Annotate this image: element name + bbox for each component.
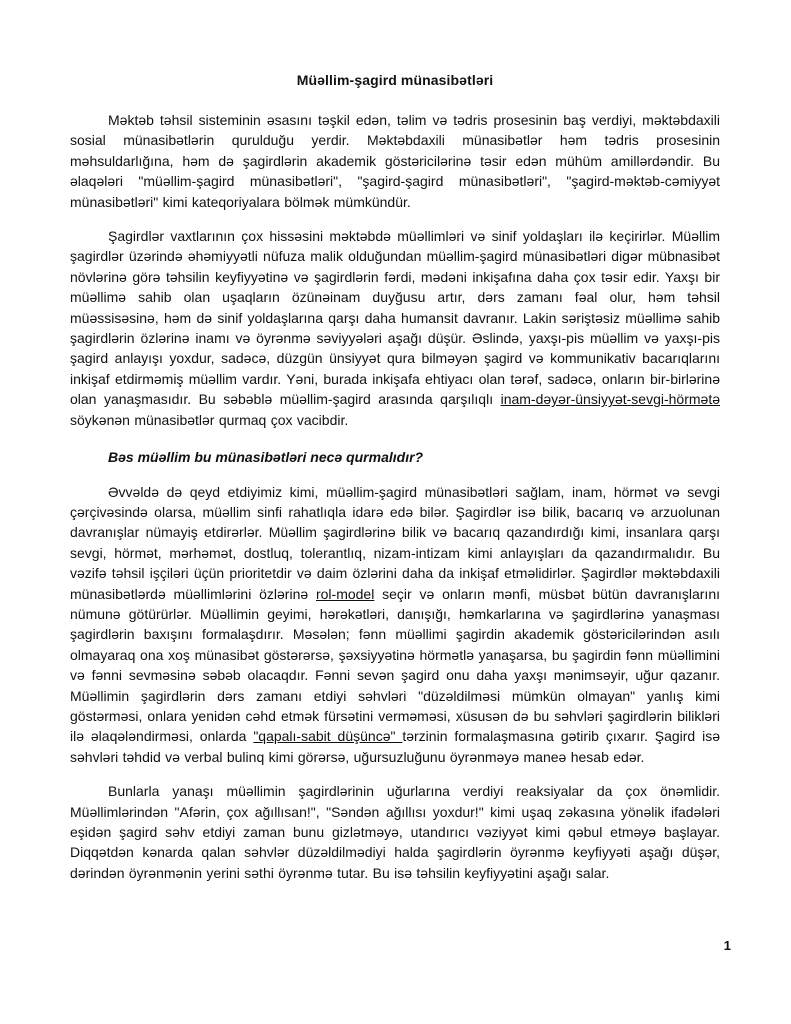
underlined-phrase-fixed-mindset: "qapalı-sabit düşüncə" — [253, 728, 403, 745]
underlined-phrase-rol-model: rol-model — [315, 585, 375, 602]
text-segment: Bunlarla yanaşı müəllimin şagirdlərinin uğurlarına verdiyi reaksiyalar da çox önəmlidir. Müəllimlərindən "Afərin, çox ağıllısan!", "Səndən ağıllısı yoxdur!" kimi uşaq zəkasına yönəlik ifadələri eşidən şagird səhv etdiyi zaman bunu gizlətməyə, utandırıcı vəziyyət kimi qəbul etməyə başlayar. Diqqətdən kənarda qalan səhvlər düzəldilmədiyi halda şagirdlərin öyrənmə keyfiyyəti aşağı düşər, dərindən öyrənmənin yerini səthi öyrənmə tutar. Bu isə təhsilin keyfiyyətini aşağı salar. — [70, 783, 720, 881]
page-number: 1 — [723, 938, 731, 953]
paragraph-reactions — [70, 781, 720, 883]
text-segment: seçir və onların mənfi, müsbət bütün davranışlarını nümunə götürürlər. Müəllimin geyimi, hərəkətləri, danışığı, həmkarlarına və şagirdlərinə yanaşması şagirdlərin baxışını formalaşdırır. Məsələn; fənn müəllimi şagirdin akademik göstəricilərindən asılı olmayaraq ona xoş münasibət göstərərsə, şəxsiyyətinə hörmətlə yanaşarsa, bu şagirdin fənn müəllimini və fənni sevməsinə səbəb olacaqdır. Fənni sevən şagird onu daha yaxşı mənimsəyir, uğur qazanır. Müəllimin şagirdlərin dərs zamanı etdiyi səhvləri "düzəldilməsi mümkün olmayan" yanlış kimi göstərməsi, onlara yenidən cəhd etmək fürsətini verməməsi, xüsusən də bu səhvləri şagirdlərin bilikləri ilə əlaqələndirməsi, onlarda — [70, 585, 720, 745]
underlined-phrase-values: inam-dəyər-ünsiyyət-sevgi-hörmətə — [500, 391, 720, 408]
page-title: Müəllim-şagird münasibətləri — [296, 72, 494, 88]
paragraph-relations — [70, 226, 720, 430]
text-segment: Əvvəldə də qeyd etdiyimiz kimi, müəllim-şagird münasibətləri sağlam, inam, hörmət və sevgi çərçivəsində olarsa, müəllim sinfi rahatlıqla idarə edə bilər. Şagirdlər isə bilik, bacarıq və arzuolunan davranışlar nümayiş etdirərlər. Müəllim şagirdlərinə bilik və bacarıq qazandırdığı kimi, insanlara qarşı sevgi, hörmət, mərhəmət, dostluq, tolerantlıq, nizam-intizam kimi anlayışları da qazandırmalıdır. Bu vəzifə təhsil işçiləri üçün prioritetdir və daim özlərini daha da inkişaf etməlidirlər. Şagirdlər məktəbdaxili münasibətlərdə müəllimlərini özlərinə — [70, 483, 720, 602]
text-segment: Şagirdlər vaxtlarının çox hissəsini məktəbdə müəllimləri və sinif yoldaşları ilə keçirirlər. Müəllim şagirdlər üzərində əhəmiyyətli nüfuza malik olduğundan müəllim-şagird münasibətləri digər mübnasibət növlərinə görə təhsilin keyfiyyətinə və şagirdlərin fərdi, mədəni inkişafına daha çox təsir edir. Yaxşı bir müəllimə sahib olan uşaqların özünəinam duyğusu artır, dərs zamanı fəal olur, həm təhsil müəssisəsinə, həm də sinif yoldaşlarına qarşı daha humansit davranır. Lakin səriştəsiz müəllimə sahib şagirdlərin özlərinə inamı və öyrənmə səviyyələri aşağı düşür. Əslində, yaxşı-pis müəllim və yaxşı-pis şagird anlayışı yoxdur, sadəcə, düzgün ünsiyyət qura bilməyən şagird və kommunikativ bacarıqlarını inkişaf etdirməmiş müəllim vardır. Yəni, burada inkişafa ehtiyacı olan tərəf, sadəcə, onların bir-birlərinə olan yanaşmasıdır. Bu səbəblə müəllim-şagird arasında qarşılıqlı — [70, 228, 720, 408]
section-heading: Bəs müəllim bu münasibətləri necə qurmalıdır? — [108, 449, 424, 466]
text-segment: Məktəb təhsil sisteminin əsasını təşkil edən, təlim və tədris prosesinin baş verdiyi, məktəbdaxili sosial münasibətlərin qurulduğu yerdir. Məktəbdaxili münasibətlər həm tədris prosesinin məhsuldarlığına, həm də şagirdlərin akademik göstəricilərinə təsir edən mühüm amillərdəndir. Bu əlaqələri "müəllim-şagird münasibətləri", "şagird-şagird münasibətləri", "şagird-məktəb-cəmiyyət münasibətləri" kimi kateqoriyalara bölmək mümkündür. — [70, 112, 720, 210]
paragraph-how-to-build — [70, 482, 720, 768]
paragraph-intro — [70, 110, 720, 212]
text-segment: tərzinin formalaşmasına gətirib çıxarır. Şagird isə səhvləri təhdid və verbal bulinq kimi görərsə, uğursuzluğunu öyrənməyə maneə hesab edər. — [70, 728, 720, 765]
text-segment: söykənən münasibətlər qurmaq çox vacibdir. — [70, 411, 349, 428]
